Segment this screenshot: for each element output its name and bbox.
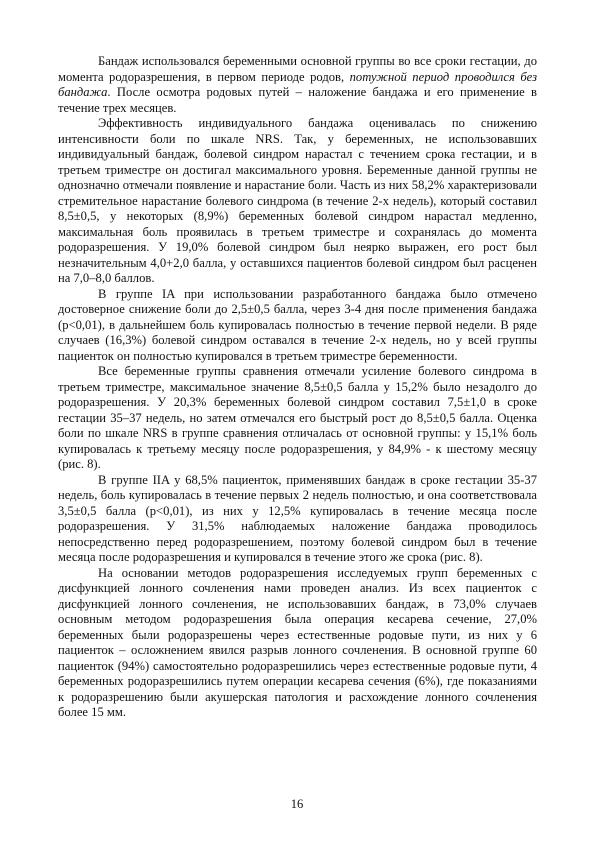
paragraph-efficiency-nrs: Эффективность индивидуального бандажа оценивалась по снижению интенсивности боли по шкале NRS. Так, у беременных, не использовавших индивидуальный бандаж, болевой синдром нарастал с течением срока гестации, и в третьем триместре он достигал максимального уровня. Беременные данной группы не однозначно отмечали появление и нарастание боли. Часть из них 58,2% характеризовали стремительное нарастание болевого синдрома (в течение 2-х недель), который составил 8,5±0,5, у некоторых (8,9%) беременных болевой синдром нарастал медленно, максимальная боль проявилась в третьем триместре и сохранялась до момента родоразрешения. У 19,0% болевой синдром был неярко выражен, его рост был незначительным 4,0+2,0 балла, у оставшихся пациентов болевой синдром был расценен на 7,0–8,0 баллов. <box>58 116 537 285</box>
page-number: 16 <box>290 797 304 811</box>
paragraph-group-ia: В группе IA при использовании разработанного бандажа было отмечено достоверное снижение боли до 2,5±0,5 балла, через 3-4 дня после применения бандажа (р<0,01), в дальнейшем боль купировалась полностью в течение первой недели. В ряде случаев (16,3%) болевой синдром оставался в течение 2-х недель, но у всей группы пациенток он полностью купировался в третьем триместре беременности. <box>58 286 537 363</box>
paragraph-1-text-after: . После осмотра родовых путей – наложение бандажа и его применение в течение трех месяцев. <box>58 85 537 115</box>
paragraph-bandage-usage <box>58 54 537 116</box>
paragraph-comparison-group: Все беременные группы сравнения отмечали усиление болевого синдрома в третьем триместре, максимальное значение 8,5±0,5 балла у 15,2% было незадолго до родоразрешения. У 20,3% беременных болевой синдром составил 7,5±1,0 в сроке гестации 35–37 недель, но затем отмечался его быстрый рост до 8,5±0,5 балла. Оценка боли по шкале NRS в группе сравнения отличалась от основной группы: у 15,1% боль купировалась к третьему месяцу после родоразрешения, у 84,9% - к шестому месяцу (рис. 8). <box>58 364 537 471</box>
document-page <box>58 54 537 721</box>
paragraph-group-iia: В группе IIA у 68,5% пациенток, применявших бандаж в сроке гестации 35-37 недель, боль купировалась в течение первых 2 недель полностью, и она соответствовала 3,5±0,5 балла (р<0,01), из них у 12,5% купировалась в течение месяца после родоразрешения. У 31,5% наблюдаемых наложение бандажа проводилось непосредственно перед родоразрешением, поэтому болевой синдром был в течение месяца после родоразрешения и купировался в течение этого же срока (рис. 8). <box>58 472 537 564</box>
paragraph-1-italic: потужной период проводился без бандажа <box>58 69 537 99</box>
paragraph-1-text-before: Бандаж использовался беременными основной группы во все сроки гестации, до момента родоразрешения, в первом периоде родов, <box>58 54 537 84</box>
paragraph-delivery-methods: На основании методов родоразрешения исследуемых групп беременных с дисфункцией лонного сочленения нами проведен анализ. Из всех пациенток с дисфункцией лонного сочленения, не использовавших бандаж, в 73,0% случаев основным методом родоразрешения была операция кесарева сечение, 27,0% беременных были родоразрешены через естественные родовые пути, из них у 6 пациенток – осложнением явился разрыв лонного сочленения. В основной группе 60 пациенток (94%) самостоятельно родоразрешились через естественные родовые пути, 4 беременных родоразрешились путем операции кесарева сечения (6%), где показаниями к родоразрешению были акушерская патология и расхождение лонного сочленения более 15 мм. <box>58 565 537 719</box>
